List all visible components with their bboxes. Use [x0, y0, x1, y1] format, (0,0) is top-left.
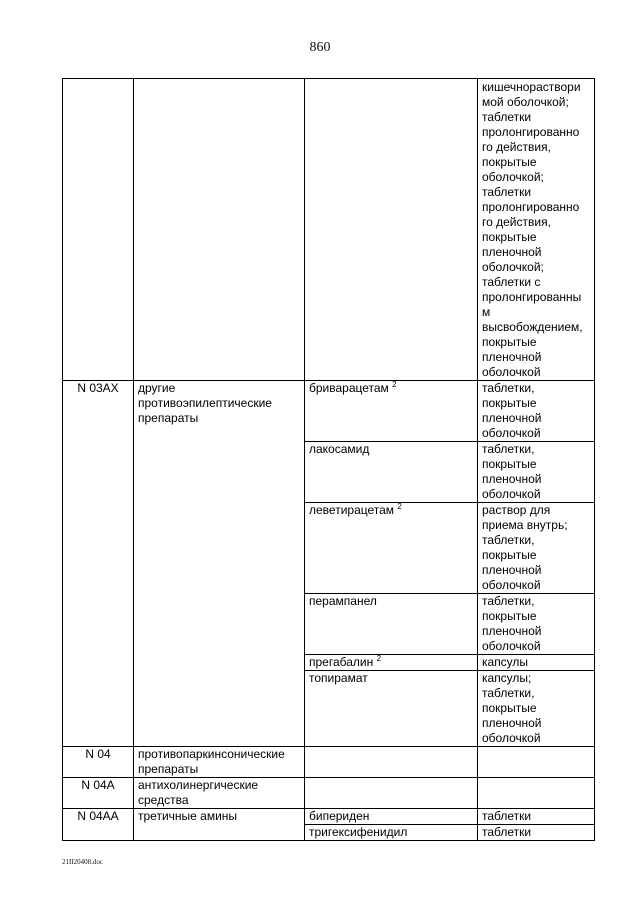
- drug-name-cell: [305, 671, 478, 747]
- code-cell: [63, 79, 134, 381]
- table-row: [63, 381, 595, 442]
- drug-name: прегабалин: [309, 655, 374, 669]
- dosage-form-cell: капсулы: [478, 655, 595, 671]
- drug-name: тригексифенидил: [309, 825, 408, 839]
- table-row: [63, 778, 595, 809]
- atc-code-cell: N 04A: [63, 778, 134, 809]
- dosage-form-cell: таблетки: [478, 825, 595, 841]
- group-name-cell: другие противоэпилептические препараты: [134, 381, 305, 747]
- dosage-form-cell: капсулы; таблетки, покрытые пленочной оболочкой: [478, 671, 595, 747]
- dosage-form-cell: [478, 747, 595, 778]
- dosage-form-cell: таблетки, покрытые пленочной оболочкой: [478, 381, 595, 442]
- drug-name: леветирацетам: [309, 503, 395, 517]
- group-cell: [134, 79, 305, 381]
- drug-name: топирамат: [309, 671, 368, 685]
- drug-name: лакосамид: [309, 442, 370, 456]
- drug-name-cell: [305, 825, 478, 841]
- drug-name-cell: [305, 503, 478, 594]
- footnote-mark: 2: [376, 654, 382, 663]
- group-name-cell: противопаркинсонические препараты: [134, 747, 305, 778]
- group-name-cell: антихолинергические средства: [134, 778, 305, 809]
- footnote-mark: 2: [392, 380, 397, 389]
- group-name-cell: третичные амины: [134, 809, 305, 841]
- footnote-mark: 2: [397, 502, 402, 511]
- dosage-form-cell: таблетки, покрытые пленочной оболочкой: [478, 442, 595, 503]
- atc-code-cell: N 04AA: [63, 809, 134, 841]
- drug-name-cell: [305, 442, 478, 503]
- drug-name-cell: [305, 381, 478, 442]
- drug-name: бриварацетам: [309, 381, 389, 395]
- atc-code-cell: N 03AX: [63, 381, 134, 747]
- drug-name-cell: [305, 747, 478, 778]
- dosage-form-cell: таблетки, покрытые пленочной оболочкой: [478, 594, 595, 655]
- drug-name-cell: [305, 594, 478, 655]
- dosage-form-cell: раствор для приема внутрь; таблетки, покрытые пленочной оболочкой: [478, 503, 595, 594]
- drug-name-cell: [305, 809, 478, 825]
- page-number: 860: [309, 40, 331, 55]
- dosage-form-cell: [478, 778, 595, 809]
- table-row: [63, 747, 595, 778]
- drug-table: [62, 78, 595, 841]
- atc-code-cell: N 04: [63, 747, 134, 778]
- drug-name-cell: [305, 655, 478, 671]
- drug-cell: [305, 79, 478, 381]
- drug-name-cell: [305, 778, 478, 809]
- document-filename: 21II20408.doc: [62, 858, 104, 866]
- dosage-form-cell: таблетки: [478, 809, 595, 825]
- drug-name: бипериден: [309, 809, 370, 823]
- table-row: [63, 79, 595, 381]
- table-row: [63, 809, 595, 825]
- dosage-form-cell: кишечнораствори мой оболочкой; таблетки пролонгированно го действия, покрытые оболочкой; таблетки пролонгированно го действия, покрытые пленочной оболочкой; таблетки с пролонгированны м высвобождением, покрытые пленочной оболочкой: [478, 79, 595, 381]
- drug-name: перампанел: [309, 594, 377, 608]
